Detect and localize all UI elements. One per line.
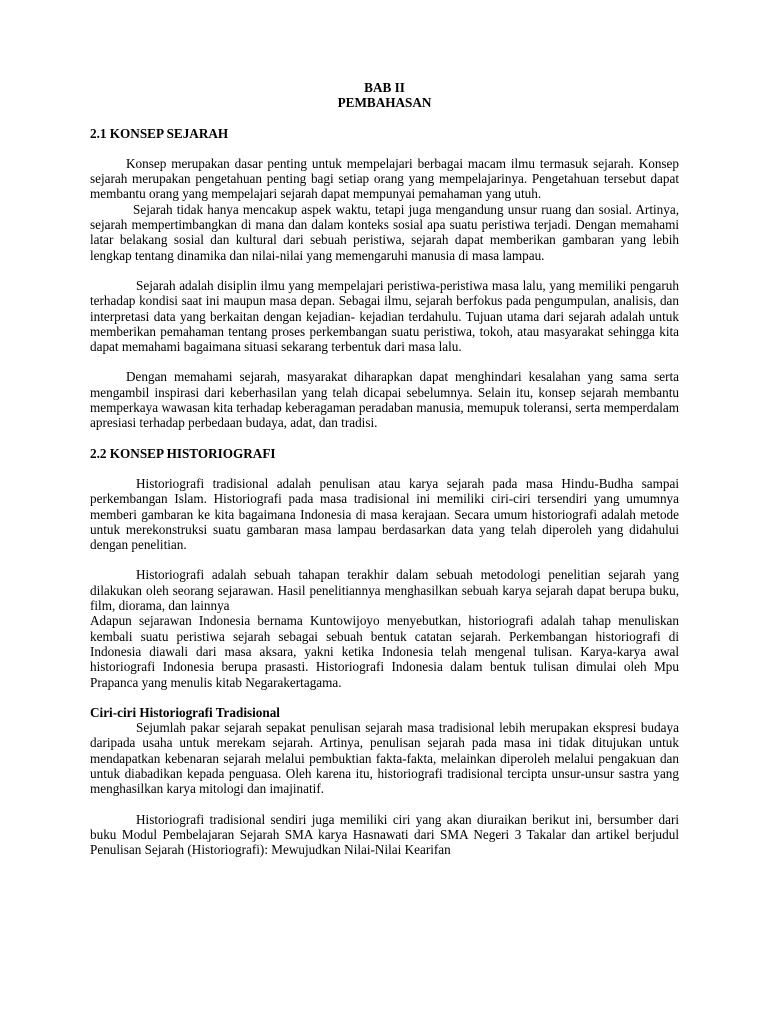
paragraph: Adapun sejarawan Indonesia bernama Kuntowijoyo menyebutkan, historiografi adalah tahap menuliskan kembali suatu peristiwa sejarah sebagai sebuah bentuk catatan sejarah. Perkembangan historiografi di Indonesia diawali dari masa aksara, yakni ketika Indonesia telah mengenal tulisan. Karya-karya awal historiografi Indonesia berupa prasasti. Historiografi Indonesia dalam bentuk tulisan dimulai oleh Mpu Prapanca yang menulis kitab Negarakertagama. <box>90 613 679 690</box>
paragraph: Historiografi tradisional sendiri juga memiliki ciri yang akan diuraikan berikut ini, bersumber dari buku Modul Pembelajaran Sejarah SMA karya Hasnawati dari SMA Negeri 3 Takalar dan artikel berjudul Penulisan Sejarah (Historiografi): Mewujudkan Nilai-Nilai Kearifan <box>90 811 679 858</box>
paragraph: Konsep merupakan dasar penting untuk mempelajari berbagai macam ilmu termasuk sejarah. Konsep sejarah merupakan pengetahuan penting bagi setiap orang yang mempelajarinya. Pengetahuan tersebut dapat membantu orang yang mempelajari sejarah dapat mempunyai pemahaman yang utuh. <box>90 155 679 202</box>
chapter-label: BAB II <box>364 80 405 95</box>
chapter-title: PEMBAHASAN <box>337 95 432 111</box>
paragraph: Dengan memahami sejarah, masyarakat diharapkan dapat menghindari kesalahan yang sama serta mengambil inspirasi dari keberhasilan yang telah dicapai sebelumnya. Selain itu, konsep sejarah membantu memperkaya wawasan kita terhadap keberagaman peradaban manusia, memupuk toleransi, serta memperdalam apresiasi terhadap perbedaan budaya, adat, dan tradisi. <box>90 369 679 431</box>
paragraph: Historiografi adalah sebuah tahapan terakhir dalam sebuah metodologi penelitian sejarah yang dilakukan oleh seorang sejarawan. Hasil penelitiannya menghasilkan sebuah karya sejarah dapat berupa buku, film, diorama, dan lainnya <box>90 567 679 614</box>
paragraph: Historiografi tradisional adalah penulisan atau karya sejarah pada masa Hindu-Budha sampai perkembangan Islam. Historiografi pada masa tradisional ini memiliki ciri-ciri tersendiri yang umumnya memberi gambaran ke kita bagaimana Indonesia di masa kerajaan. Secara umum historiografi adalah metode untuk merekonstruksi suatu gambaran masa lampau berdasarkan data yang telah diperoleh yang didahului dengan penelitian. <box>90 475 679 553</box>
paragraph: Sejarah adalah disiplin ilmu yang mempelajari peristiwa-peristiwa masa lalu, yang memiliki pengaruh terhadap kondisi saat ini maupun masa depan. Sebagai ilmu, sejarah berfokus pada pengumpulan, analisis, dan interpretasi data yang berkaitan dengan kejadian- kejadian terdahulu. Tujuan utama dari sejarah adalah untuk memberikan pemahaman tentang proses perkembangan suatu peristiwa, tokoh, atau masyarakat sehingga kita dapat memahami bagaimana situasi sekarang terbentuk dari masa lalu. <box>90 277 679 355</box>
section-heading-konsep-historiografi: 2.2 KONSEP HISTORIOGRAFI <box>90 445 276 461</box>
paragraph: Sejumlah pakar sejarah sepakat penulisan sejarah masa tradisional lebih merupakan ekspresi budaya daripada usaha untuk merekam sejarah. Artinya, penulisan sejarah pada masa ini tidak ditujukan untuk mendapatkan kebenaran sejarah melalui pembuktian fakta-fakta, melainkan diperoleh melalui pengakuan dan untuk diabadikan kepada penguasa. Oleh karena itu, historiografi tradisional tercipta unsur-unsur sastra yang menghasilkan karya mitologi dan imajinatif. <box>90 720 679 797</box>
paragraph: Sejarah tidak hanya mencakup aspek waktu, tetapi juga mengandung unsur ruang dan sosial. Artinya, sejarah mempertimbangkan di mana dan dalam konteks sosial apa suatu peristiwa terjadi. Dengan memahami latar belakang sosial dan kultural dari sebuah peristiwa, sejarah dapat memberikan gambaran yang lebih lengkap tentang dinamika dan nilai-nilai yang memengaruhi manusia di masa lampau. <box>90 201 679 263</box>
section-heading-konsep-sejarah: 2.1 KONSEP SEJARAH <box>90 125 229 141</box>
section-heading-ciri-ciri: Ciri-ciri Historiografi Tradisional <box>90 704 280 720</box>
